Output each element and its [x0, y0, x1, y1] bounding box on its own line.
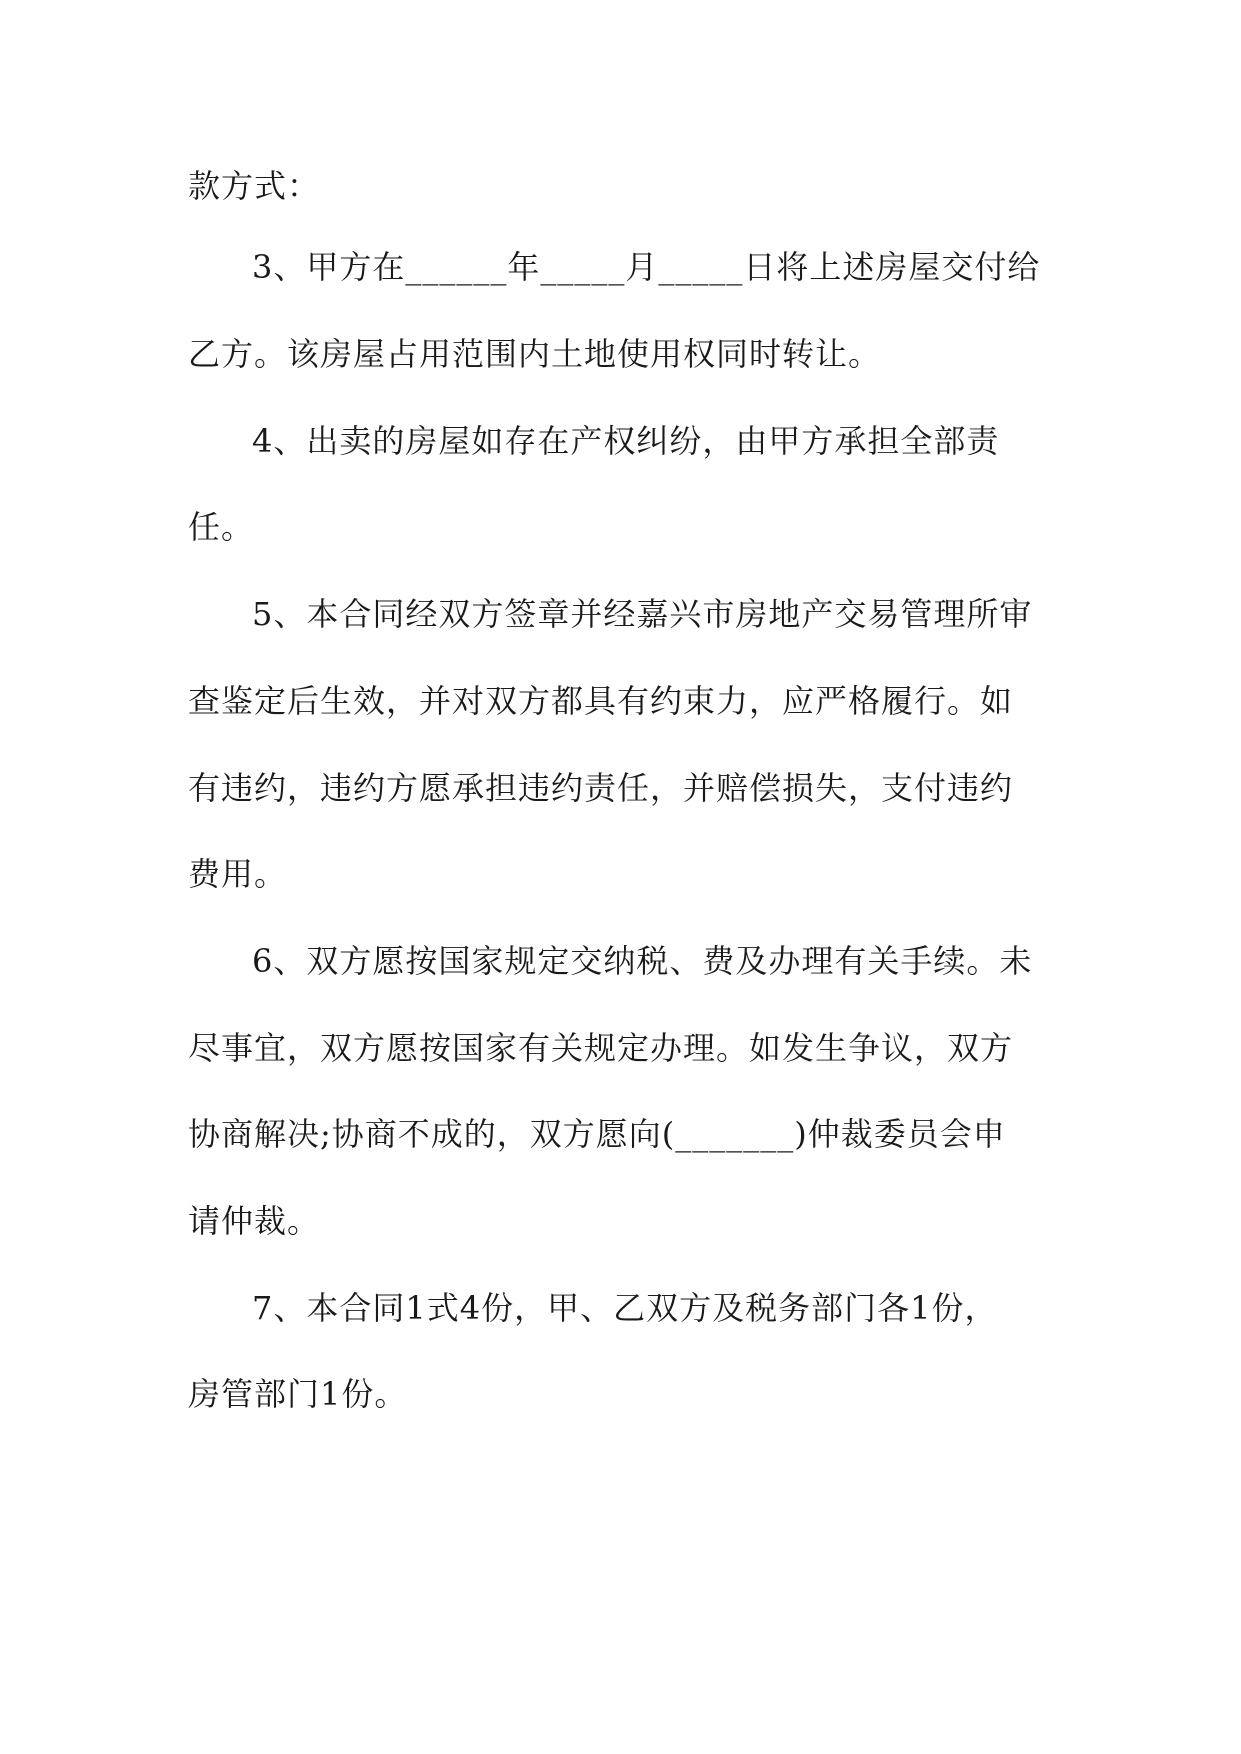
clause-5-line-2: 查鉴定后生效，并对双方都具有约束力，应严格履行。如 [188, 682, 1014, 720]
clause-4-line-1: 4、出卖的房屋如存在产权纠纷，由甲方承担全部责 [252, 422, 1000, 460]
clause-5-line-4: 费用。 [188, 855, 288, 893]
clause-3-line-2: 乙方。该房屋占用范围内土地使用权同时转让。 [188, 335, 882, 373]
clause-7-line-1: 7、本合同1式4份，甲、乙双方及税务部门各1份， [252, 1289, 998, 1327]
clause-6-line-1: 6、双方愿按国家规定交纳税、费及办理有关手续。未 [252, 942, 1033, 980]
clause-6-line-4: 请仲裁。 [188, 1202, 321, 1240]
clause-5-line-1: 5、本合同经双方签章并经嘉兴市房地产交易管理所审 [252, 595, 1033, 633]
clause-5-line-3: 有违约，违约方愿承担违约责任，并赔偿损失，支付违约 [188, 769, 1014, 807]
clause-7-line-2: 房管部门1份。 [188, 1375, 408, 1413]
clause-4-line-2: 任。 [188, 508, 255, 546]
clause-6-line-2: 尽事宜，双方愿按国家有关规定办理。如发生争议，双方 [188, 1029, 1014, 1067]
clause-3-line-1: 3、甲方在______年_____月_____日将上述房屋交付给 [252, 248, 1041, 286]
clause-6-line-3: 协商解决;协商不成的，双方愿向(_______)仲裁委员会申 [188, 1115, 1006, 1153]
text-line-payment-method: 款方式： [188, 167, 321, 205]
